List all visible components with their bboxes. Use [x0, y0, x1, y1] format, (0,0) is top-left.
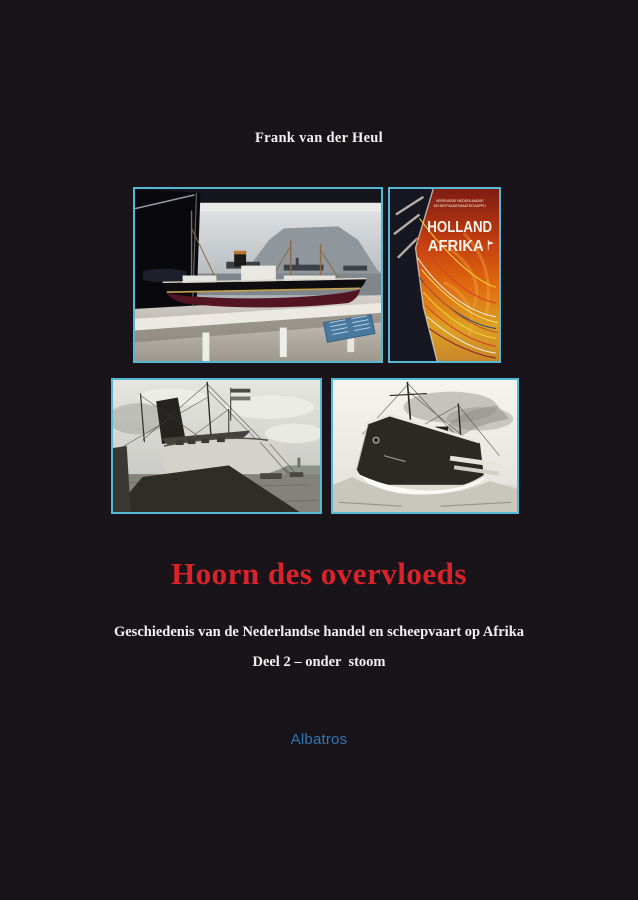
museum-model-illustration — [135, 189, 381, 361]
author-name: Frank van der Heul — [255, 130, 383, 146]
poster-heading-line-1: HOLLAND — [427, 219, 493, 237]
poster-small-line-1: VERENIGDE NEDERLANDSE — [435, 198, 484, 203]
poster-illustration — [390, 189, 499, 361]
case-frame-top — [190, 203, 381, 212]
book-title: Hoorn des overvloeds — [171, 556, 467, 591]
photo-harbour-stern — [111, 378, 322, 514]
poster-small-line-2: SCHEEPVAARTMAATSCHAPPIJ — [433, 204, 486, 209]
poster-text — [427, 199, 492, 255]
poster-heading-line-2: AFRIKA — [427, 237, 484, 255]
book-subtitle: Geschiedenis van de Nederlandse handel en scheepvaart op Afrika — [113, 624, 525, 640]
photo-holland-afrika-poster — [388, 187, 501, 363]
harbour-photo-illustration — [113, 380, 320, 512]
photo-museum-model — [133, 187, 383, 363]
photo-steamer-bow — [331, 378, 519, 514]
flag — [231, 389, 251, 401]
edition-line: Deel 2 – onder stoom — [252, 654, 386, 670]
publisher-name: Albatros — [290, 731, 348, 748]
second-model-silhouette — [143, 269, 187, 283]
steamer-photo-illustration — [333, 380, 517, 512]
